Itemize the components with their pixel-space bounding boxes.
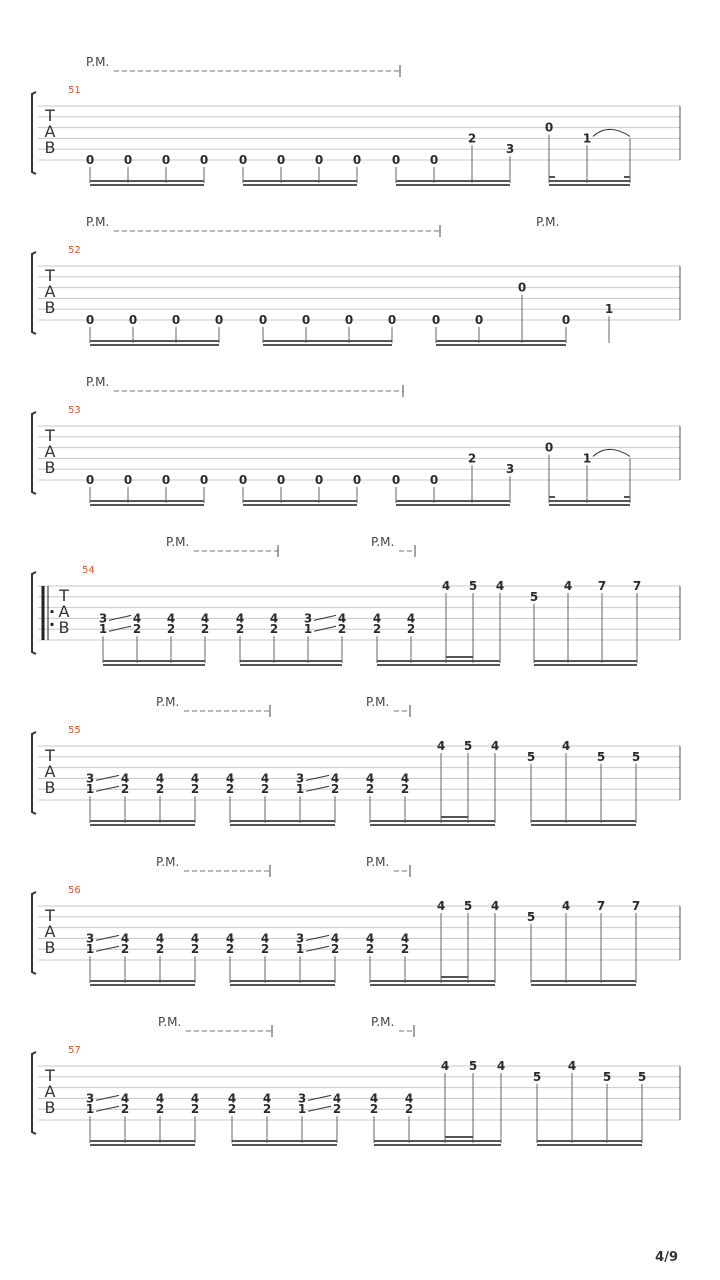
fret-number: 2 xyxy=(332,1102,342,1117)
fret-number: 0 xyxy=(301,313,311,327)
system-bracket xyxy=(32,892,36,974)
fret-number: 4 xyxy=(490,899,500,913)
palm-mute-label: P.M. xyxy=(158,1015,182,1029)
fret-number: 4 xyxy=(369,1091,379,1106)
tie-arc xyxy=(593,129,630,136)
fret-number: 4 xyxy=(332,1091,342,1106)
system-bracket xyxy=(32,412,36,494)
fret-number: 2 xyxy=(155,782,165,797)
fret-number: 0 xyxy=(199,153,209,167)
tab-clef-letter: A xyxy=(44,762,56,781)
palm-mute-label: P.M. xyxy=(366,855,390,869)
tab-clef-letter: B xyxy=(44,138,56,157)
fret-number: 1 xyxy=(303,622,313,637)
fret-number: 2 xyxy=(400,942,410,957)
tab-clef-letter: B xyxy=(44,778,56,797)
fret-number: 4 xyxy=(372,611,382,626)
palm-mute-label: P.M. xyxy=(371,535,395,549)
fret-number: 0 xyxy=(238,473,248,487)
tab-system-52 xyxy=(32,215,680,345)
fret-number: 4 xyxy=(190,1091,200,1106)
fret-number: 3 xyxy=(505,462,515,477)
fret-number: 2 xyxy=(260,782,270,797)
fret-number: 0 xyxy=(352,153,362,167)
fret-number: 4 xyxy=(337,611,347,626)
fret-number: 4 xyxy=(561,899,571,913)
fret-number: 2 xyxy=(406,622,416,637)
fret-number: 0 xyxy=(238,153,248,167)
fret-number: 2 xyxy=(404,1102,414,1117)
palm-mute-label: P.M. xyxy=(156,855,180,869)
fret-number: 1 xyxy=(297,1102,307,1117)
fret-number: 1 xyxy=(582,131,592,146)
system-bracket xyxy=(32,572,36,654)
fret-number: 4 xyxy=(400,931,410,946)
palm-mute-label: P.M. xyxy=(156,695,180,709)
measure-number: 56 xyxy=(68,885,81,896)
fret-number: 4 xyxy=(406,611,416,626)
fret-number: 4 xyxy=(269,611,279,626)
tab-clef-letter: A xyxy=(44,1082,56,1101)
fret-number: 0 xyxy=(171,313,181,327)
fret-number: 2 xyxy=(365,782,375,797)
tab-clef-letter: A xyxy=(44,922,56,941)
fret-number: 2 xyxy=(235,622,245,637)
fret-number: 0 xyxy=(276,473,286,487)
fret-number: 3 xyxy=(297,1091,307,1106)
tab-clef-letter: T xyxy=(45,906,55,925)
palm-mute-label: P.M. xyxy=(371,1015,395,1029)
fret-number: 4 xyxy=(225,771,235,786)
fret-number: 4 xyxy=(404,1091,414,1106)
fret-number: 2 xyxy=(200,622,210,637)
fret-number: 2 xyxy=(269,622,279,637)
palm-mute-label: P.M. xyxy=(86,215,110,229)
fret-number: 3 xyxy=(303,611,313,626)
fret-number: 3 xyxy=(85,771,95,786)
fret-number: 5 xyxy=(631,749,641,764)
system-bracket xyxy=(32,1052,36,1134)
tab-system-54 xyxy=(32,535,680,665)
palm-mute-label: P.M. xyxy=(166,535,190,549)
fret-number: 2 xyxy=(260,942,270,957)
fret-number: 5 xyxy=(532,1069,542,1084)
fret-number: 4 xyxy=(441,579,451,593)
tab-system-57 xyxy=(32,1015,680,1145)
measure-number: 52 xyxy=(68,245,81,256)
fret-number: 2 xyxy=(337,622,347,637)
fret-number: 0 xyxy=(429,473,439,487)
palm-mute-label: P.M. xyxy=(536,215,560,229)
fret-number: 3 xyxy=(85,1091,95,1106)
fret-number: 3 xyxy=(85,931,95,946)
fret-number: 0 xyxy=(276,153,286,167)
fret-number: 4 xyxy=(155,1091,165,1106)
fret-number: 1 xyxy=(85,1102,95,1117)
fret-number: 2 xyxy=(227,1102,237,1117)
tab-clef-letter: T xyxy=(45,426,55,445)
fret-number: 4 xyxy=(365,771,375,786)
fret-number: 4 xyxy=(132,611,142,626)
fret-number: 5 xyxy=(468,579,478,593)
fret-number: 0 xyxy=(161,473,171,487)
fret-number: 0 xyxy=(391,473,401,487)
fret-number: 1 xyxy=(85,942,95,957)
fret-number: 2 xyxy=(372,622,382,637)
fret-number: 0 xyxy=(123,473,133,487)
fret-number: 0 xyxy=(517,280,527,295)
fret-number: 4 xyxy=(400,771,410,786)
fret-number: 5 xyxy=(463,899,473,913)
palm-mute-label: P.M. xyxy=(86,375,110,389)
fret-number: 2 xyxy=(166,622,176,637)
fret-number: 0 xyxy=(474,313,484,327)
fret-number: 2 xyxy=(155,942,165,957)
fret-number: 5 xyxy=(526,749,536,764)
fret-number: 5 xyxy=(602,1069,612,1084)
fret-number: 4 xyxy=(260,931,270,946)
fret-number: 1 xyxy=(604,302,614,317)
fret-number: 4 xyxy=(155,771,165,786)
fret-number: 4 xyxy=(227,1091,237,1106)
tab-clef-letter: B xyxy=(58,618,70,637)
fret-number: 4 xyxy=(436,739,446,753)
system-bracket xyxy=(32,732,36,814)
fret-number: 2 xyxy=(467,451,477,466)
tab-clef-letter: T xyxy=(45,746,55,765)
page-number: 4/9 xyxy=(655,1250,678,1265)
repeat-dot xyxy=(50,610,53,613)
fret-number: 4 xyxy=(120,931,130,946)
fret-number: 0 xyxy=(387,313,397,327)
fret-number: 2 xyxy=(190,942,200,957)
fret-number: 4 xyxy=(262,1091,272,1106)
fret-number: 4 xyxy=(490,739,500,753)
fret-number: 7 xyxy=(632,579,642,593)
fret-number: 4 xyxy=(436,899,446,913)
fret-number: 0 xyxy=(85,313,95,327)
fret-number: 5 xyxy=(596,749,606,764)
measure-number: 57 xyxy=(68,1045,81,1056)
fret-number: 5 xyxy=(637,1069,647,1084)
fret-number: 2 xyxy=(262,1102,272,1117)
fret-number: 0 xyxy=(123,153,133,167)
fret-number: 5 xyxy=(526,909,536,924)
fret-number: 0 xyxy=(429,153,439,167)
fret-number: 2 xyxy=(365,942,375,957)
tab-clef-letter: B xyxy=(44,938,56,957)
fret-number: 0 xyxy=(352,473,362,487)
tab-system-55 xyxy=(32,695,680,825)
fret-number: 2 xyxy=(190,1102,200,1117)
fret-number: 0 xyxy=(85,473,95,487)
fret-number: 4 xyxy=(190,931,200,946)
fret-number: 0 xyxy=(258,313,268,327)
tab-clef-letter: B xyxy=(44,298,56,317)
fret-number: 4 xyxy=(440,1059,450,1073)
fret-number: 4 xyxy=(567,1059,577,1073)
fret-number: 7 xyxy=(631,899,641,913)
fret-number: 0 xyxy=(314,473,324,487)
fret-number: 2 xyxy=(155,1102,165,1117)
fret-number: 3 xyxy=(295,931,305,946)
fret-number: 4 xyxy=(330,771,340,786)
system-bracket xyxy=(32,252,36,334)
fret-number: 4 xyxy=(260,771,270,786)
palm-mute-label: P.M. xyxy=(86,55,110,69)
fret-number: 4 xyxy=(561,739,571,753)
tab-system-51 xyxy=(32,55,680,185)
fret-number: 2 xyxy=(330,942,340,957)
tab-clef-letter: T xyxy=(45,106,55,125)
fret-number: 4 xyxy=(155,931,165,946)
tab-clef-letter: B xyxy=(44,1098,56,1117)
fret-number: 0 xyxy=(161,153,171,167)
tab-system-53 xyxy=(32,375,680,505)
tie-arc xyxy=(593,449,630,456)
fret-number: 5 xyxy=(463,739,473,753)
fret-number: 3 xyxy=(295,771,305,786)
fret-number: 0 xyxy=(128,313,138,327)
fret-number: 3 xyxy=(98,611,108,626)
fret-number: 2 xyxy=(225,782,235,797)
fret-number: 0 xyxy=(431,313,441,327)
tab-clef-letter: A xyxy=(44,282,56,301)
palm-mute-label: P.M. xyxy=(366,695,390,709)
fret-number: 0 xyxy=(85,153,95,167)
fret-number: 2 xyxy=(190,782,200,797)
fret-number: 4 xyxy=(495,579,505,593)
tab-clef-letter: A xyxy=(44,122,56,141)
fret-number: 4 xyxy=(235,611,245,626)
fret-number: 2 xyxy=(225,942,235,957)
fret-number: 2 xyxy=(467,131,477,146)
fret-number: 0 xyxy=(199,473,209,487)
fret-number: 5 xyxy=(529,589,539,604)
fret-number: 4 xyxy=(225,931,235,946)
measure-number: 51 xyxy=(68,85,81,96)
fret-number: 2 xyxy=(369,1102,379,1117)
fret-number: 1 xyxy=(98,622,108,637)
fret-number: 4 xyxy=(190,771,200,786)
fret-number: 5 xyxy=(468,1059,478,1073)
fret-number: 3 xyxy=(505,142,515,157)
tab-clef-letter: A xyxy=(44,442,56,461)
fret-number: 4 xyxy=(166,611,176,626)
fret-number: 4 xyxy=(120,1091,130,1106)
fret-number: 1 xyxy=(85,782,95,797)
fret-number: 2 xyxy=(400,782,410,797)
fret-number: 4 xyxy=(200,611,210,626)
fret-number: 0 xyxy=(314,153,324,167)
fret-number: 0 xyxy=(391,153,401,167)
fret-number: 0 xyxy=(561,313,571,327)
fret-number: 1 xyxy=(295,782,305,797)
tab-system-56 xyxy=(32,855,680,985)
fret-number: 2 xyxy=(330,782,340,797)
fret-number: 4 xyxy=(496,1059,506,1073)
fret-number: 2 xyxy=(120,782,130,797)
tab-clef-letter: T xyxy=(45,266,55,285)
fret-number: 1 xyxy=(582,451,592,466)
fret-number: 4 xyxy=(330,931,340,946)
measure-number: 53 xyxy=(68,405,81,416)
fret-number: 0 xyxy=(214,313,224,327)
tab-clef-letter: T xyxy=(59,586,69,605)
fret-number: 7 xyxy=(596,899,606,913)
measure-number: 55 xyxy=(68,725,81,736)
fret-number: 0 xyxy=(544,440,554,455)
fret-number: 2 xyxy=(132,622,142,637)
fret-number: 7 xyxy=(597,579,607,593)
fret-number: 4 xyxy=(120,771,130,786)
tab-clef-letter: A xyxy=(58,602,70,621)
repeat-dot xyxy=(50,623,53,626)
fret-number: 4 xyxy=(563,579,573,593)
measure-number: 54 xyxy=(82,565,95,576)
fret-number: 0 xyxy=(344,313,354,327)
fret-number: 2 xyxy=(120,1102,130,1117)
tab-clef-letter: T xyxy=(45,1066,55,1085)
fret-number: 0 xyxy=(544,120,554,135)
fret-number: 1 xyxy=(295,942,305,957)
system-bracket xyxy=(32,92,36,174)
fret-number: 2 xyxy=(120,942,130,957)
fret-number: 4 xyxy=(365,931,375,946)
tab-clef-letter: B xyxy=(44,458,56,477)
